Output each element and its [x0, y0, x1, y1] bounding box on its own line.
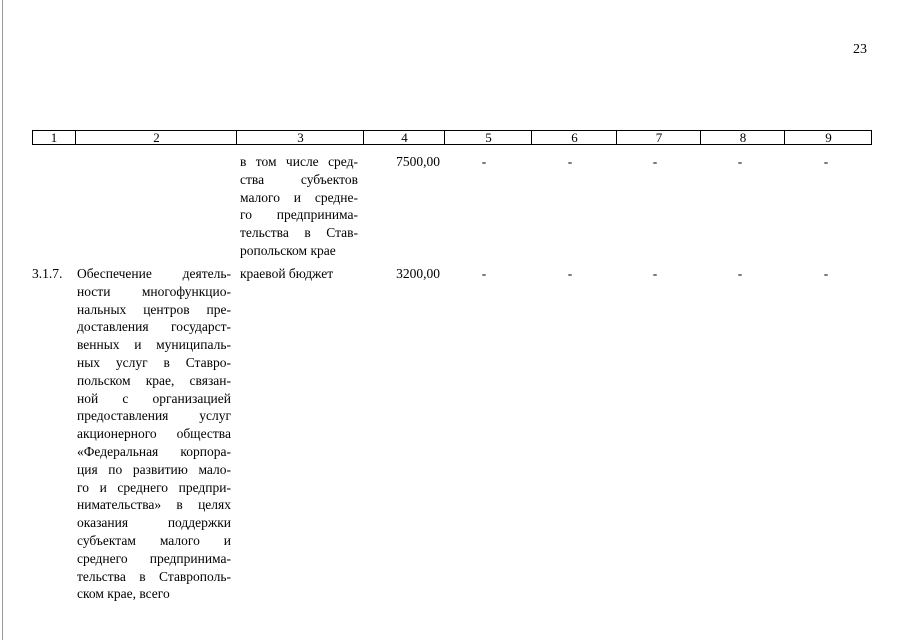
column-header-3: 3: [236, 131, 364, 144]
source-line: го предпринима-: [240, 207, 358, 223]
column-header-8: 8: [700, 131, 785, 144]
table-row-2-col5: -: [481, 266, 487, 281]
table-column-header: [32, 130, 872, 145]
name-line: нимательства» в целях: [77, 497, 231, 513]
column-header-6: 6: [531, 131, 617, 144]
table-row-2-col6: -: [567, 266, 573, 281]
source-line: ства субъектов: [240, 171, 358, 187]
name-line: среднего предпринима-: [77, 550, 231, 566]
source-line: в том числе сред-: [240, 154, 358, 169]
column-header-5: 5: [444, 131, 532, 144]
name-line: го и среднего предпри-: [77, 479, 231, 495]
source-line: ропольском крае: [240, 242, 336, 258]
name-line: предоставления услуг: [77, 408, 231, 424]
column-header-1: 1: [50, 130, 58, 145]
name-line: Обеспечение деятель-: [77, 266, 231, 281]
column-header-7: 7: [616, 131, 701, 144]
name-line: ности многофункцио-: [77, 283, 231, 299]
column-header-9: 9: [784, 131, 872, 144]
name-line: акционерного общества: [77, 426, 231, 442]
name-line: субъектам малого и: [77, 532, 231, 548]
table-row-1-source: [240, 153, 358, 260]
table-row-2-name: [77, 265, 231, 603]
name-line: доставления государст-: [77, 319, 231, 335]
table-row-2-col7: -: [652, 266, 658, 281]
table-row-2-number: 3.1.7.: [32, 266, 63, 281]
page-number: 23: [853, 42, 867, 57]
page-left-edge: [2, 0, 3, 640]
source-line: тельства в Став-: [240, 225, 358, 241]
name-line: оказания поддержки: [77, 515, 231, 531]
name-line: ском крае, всего: [77, 586, 170, 602]
table-row-2-col9: -: [823, 266, 829, 281]
name-line: тельства в Ставрополь-: [77, 568, 231, 584]
table-row-2-source: [240, 265, 358, 283]
source-line: малого и средне-: [240, 189, 358, 205]
table-row-1-col8: -: [737, 154, 743, 169]
column-header-2: 2: [75, 131, 237, 144]
name-line: ных услуг в Ставро-: [77, 354, 231, 370]
table-row-1-col9: -: [823, 154, 829, 169]
name-line: «Федеральная корпора-: [77, 443, 231, 459]
table-row-2-col8: -: [737, 266, 743, 281]
name-line: венных и муниципаль-: [77, 337, 231, 353]
table-row-1-col7: -: [652, 154, 658, 169]
table-row-1-col6: -: [567, 154, 573, 169]
table-row-1-amount: 7500,00: [396, 154, 440, 169]
name-line: ной с организацией: [77, 390, 231, 406]
column-header-4: 4: [363, 131, 445, 144]
source-line: краевой бюджет: [240, 266, 334, 281]
name-line: нальных центров пре-: [77, 301, 231, 317]
table-row-2-amount: 3200,00: [396, 266, 440, 281]
name-line: польском крае, связан-: [77, 372, 231, 388]
name-line: ция по развитию мало-: [77, 461, 231, 477]
table-row-1-col5: -: [481, 154, 487, 169]
